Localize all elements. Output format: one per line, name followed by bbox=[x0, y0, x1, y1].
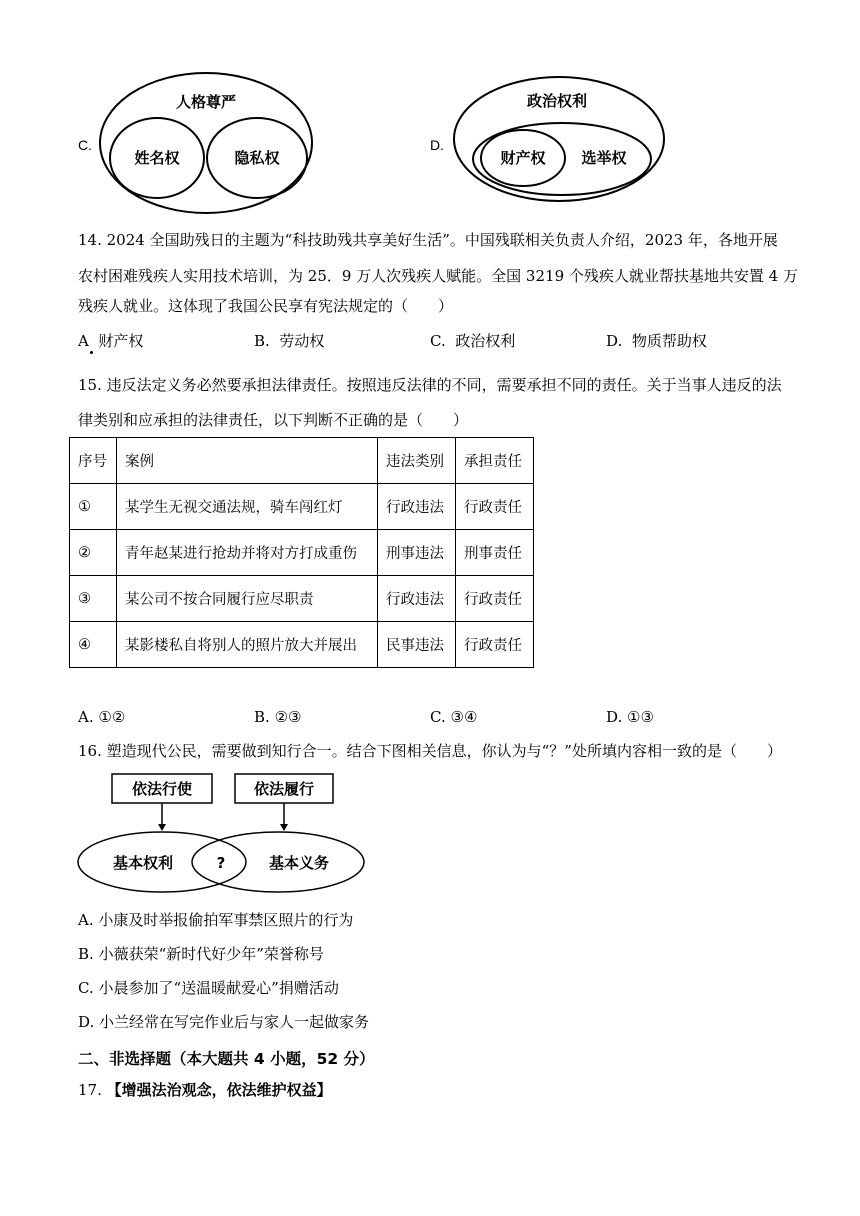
q16-option-d[interactable] bbox=[78, 1015, 369, 1030]
diagram-c-outer-label: 人格尊严 bbox=[175, 93, 237, 111]
diagram-c-right-label: 隐私权 bbox=[234, 149, 280, 167]
q14-option-c-letter: C. bbox=[430, 332, 446, 350]
q15-option-a-text: ①② bbox=[98, 708, 126, 726]
ellipse-basic-duties-label: 基本义务 bbox=[268, 854, 330, 872]
table-row bbox=[70, 530, 534, 576]
arrow-right-head bbox=[280, 824, 288, 831]
q14-line-3: 残疾人就业。这体现了我国公民享有宪法规定的（ ） bbox=[78, 297, 454, 315]
q15-option-c[interactable] bbox=[430, 710, 477, 725]
table-cell: 青年赵某进行抢劫并将对方打成重伤 bbox=[117, 530, 378, 576]
q15-option-c-letter: C. bbox=[430, 708, 446, 726]
box-exercise-by-law-label: 依法行使 bbox=[131, 780, 193, 798]
q15-option-b-letter: B. bbox=[254, 708, 270, 726]
box-perform-by-law-label: 依法履行 bbox=[253, 780, 315, 798]
table-cell: ④ bbox=[70, 622, 117, 668]
table-header-cell: 序号 bbox=[70, 438, 117, 484]
q15-option-d[interactable] bbox=[606, 710, 654, 725]
diagram-d-letter: D. bbox=[430, 137, 444, 153]
table-cell: ② bbox=[70, 530, 117, 576]
q14-option-b-letter: B. bbox=[254, 332, 270, 350]
q16-option-d-text: 小兰经常在写完作业后与家人一起做家务 bbox=[99, 1013, 370, 1031]
table-cell: 行政违法 bbox=[378, 484, 456, 530]
q14-option-a[interactable] bbox=[78, 334, 143, 349]
q16-option-b[interactable] bbox=[78, 947, 324, 962]
q14-option-c[interactable] bbox=[430, 334, 515, 349]
q17-title: 【增强法治观念，依法维护权益】 bbox=[106, 1081, 332, 1099]
q15-option-d-text: ①③ bbox=[627, 708, 654, 726]
q14-option-b[interactable] bbox=[254, 334, 324, 349]
q14-option-a-dot bbox=[90, 351, 93, 354]
table-header-cell: 案例 bbox=[117, 438, 378, 484]
q15-table bbox=[69, 437, 534, 668]
ellipse-basic-rights-label: 基本权利 bbox=[112, 854, 174, 872]
q16-option-c[interactable] bbox=[78, 981, 339, 996]
section-2-heading: 二、非选择题（本大题共 4 小题，52 分） bbox=[78, 1050, 375, 1068]
table-row bbox=[70, 622, 534, 668]
q14-option-b-text: 劳动权 bbox=[279, 332, 325, 350]
table-cell: 行政责任 bbox=[456, 622, 534, 668]
q16-stem: 16. 塑造现代公民，需要做到知行合一。结合下图相关信息，你认为与“？”处所填内容相一致的是（ ） bbox=[78, 742, 782, 760]
q15-line-2: 律类别和应承担的法律责任，以下判断不正确的是（ ） bbox=[78, 411, 469, 429]
q16-option-c-text: 小晨参加了“送温暖献爱心”捐赠活动 bbox=[98, 979, 339, 997]
q16-option-b-text: 小薇获荣“新时代好少年”荣誉称号 bbox=[98, 945, 324, 963]
table-cell: 刑事违法 bbox=[378, 530, 456, 576]
q15-option-b-text: ②③ bbox=[274, 708, 302, 726]
q15-option-a[interactable] bbox=[78, 710, 125, 725]
table-cell: 刑事责任 bbox=[456, 530, 534, 576]
q16-option-c-letter: C. bbox=[78, 979, 94, 997]
q16-option-d-letter: D. bbox=[78, 1013, 95, 1031]
q17-number: 17. bbox=[78, 1081, 102, 1099]
table-header-row bbox=[70, 438, 534, 484]
diagram-c-left-label: 姓名权 bbox=[134, 149, 180, 167]
q15-option-c-text: ③④ bbox=[450, 708, 478, 726]
diagram-c bbox=[98, 67, 318, 217]
table-row bbox=[70, 576, 534, 622]
q14-option-c-text: 政治权利 bbox=[455, 332, 516, 350]
table-cell: 民事违法 bbox=[378, 622, 456, 668]
q17-heading bbox=[78, 1083, 332, 1098]
diagram-d-left-label: 财产权 bbox=[500, 149, 546, 167]
q16-option-b-letter: B. bbox=[78, 945, 94, 963]
diagram-c-letter: C. bbox=[78, 137, 92, 153]
overlap-question-mark: ? bbox=[216, 854, 226, 872]
q14-option-a-letter: A bbox=[78, 332, 89, 350]
table-cell: ③ bbox=[70, 576, 117, 622]
table-cell: 某影楼私自将别人的照片放大并展出 bbox=[117, 622, 378, 668]
table-header-cell: 承担责任 bbox=[456, 438, 534, 484]
arrow-left-head bbox=[158, 824, 166, 831]
q16-diagram bbox=[75, 772, 370, 894]
table-cell: 行政违法 bbox=[378, 576, 456, 622]
table-cell: 行政责任 bbox=[456, 576, 534, 622]
q15-line-1: 15. 违反法定义务必然要承担法律责任。按照违反法律的不同，需要承担不同的责任。关于当事人违反的法 bbox=[78, 376, 782, 394]
q16-option-a-text: 小康及时举报偷拍军事禁区照片的行为 bbox=[98, 911, 354, 929]
table-cell: 某学生无视交通法规，骑车闯红灯 bbox=[117, 484, 378, 530]
q15-option-a-letter: A. bbox=[78, 708, 94, 726]
table-cell: ① bbox=[70, 484, 117, 530]
q16-option-a-letter: A. bbox=[78, 911, 94, 929]
q14-line-2: 农村困难残疾人实用技术培训，为 25．9 万人次残疾人赋能。全国 3219 个残疾人就业帮扶基地共安置 4 万 bbox=[78, 267, 798, 285]
q14-option-d-text: 物质帮助权 bbox=[631, 332, 707, 350]
q15-option-b[interactable] bbox=[254, 710, 301, 725]
table-cell: 某公司不按合同履行应尽职责 bbox=[117, 576, 378, 622]
q16-option-a[interactable] bbox=[78, 913, 353, 928]
diagram-d-outer-label: 政治权利 bbox=[526, 92, 588, 110]
table-cell: 行政责任 bbox=[456, 484, 534, 530]
diagram-d bbox=[450, 72, 670, 212]
table-header-cell: 违法类别 bbox=[378, 438, 456, 484]
q14-option-d-letter: D. bbox=[606, 332, 623, 350]
q14-option-a-text: 财产权 bbox=[98, 332, 144, 350]
q15-option-d-letter: D. bbox=[606, 708, 623, 726]
table-row bbox=[70, 484, 534, 530]
q14-option-d[interactable] bbox=[606, 334, 707, 349]
q14-line-1: 14. 2024 全国助残日的主题为“科技助残共享美好生活”。中国残联相关负责人介绍，2023 年，各地开展 bbox=[78, 231, 778, 249]
diagram-d-right-label: 选举权 bbox=[581, 149, 627, 167]
